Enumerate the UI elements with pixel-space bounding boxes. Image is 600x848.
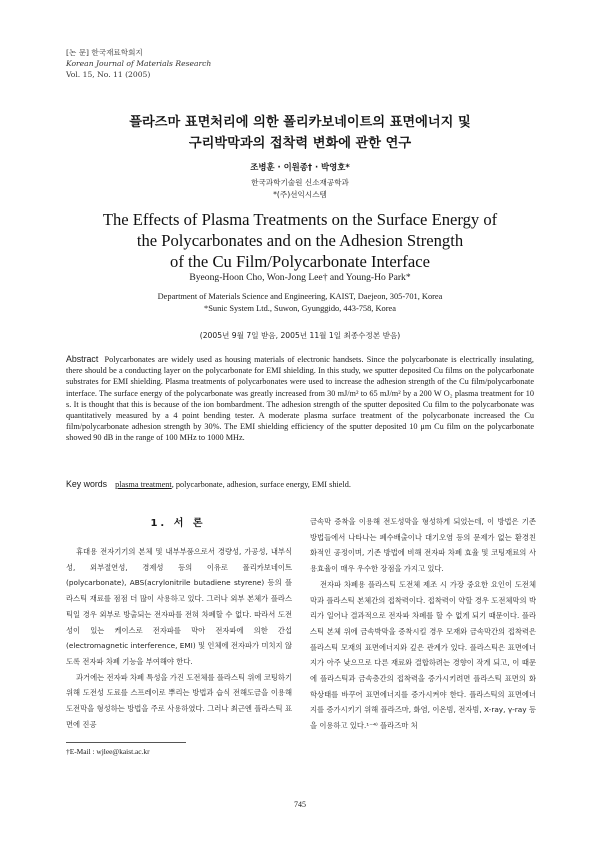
keywords-label: Key words xyxy=(66,479,108,489)
korean-affiliations xyxy=(0,177,600,201)
korean-affiliation-1: 한국과학기술원 신소재공학과 xyxy=(251,178,349,187)
page-number: 745 xyxy=(294,800,306,809)
footnote-divider xyxy=(66,742,186,743)
keywords xyxy=(66,479,534,489)
english-title-line-3: of the Cu Film/Polycarbonate Interface xyxy=(170,252,430,271)
received-date: (2005년 9월 7일 받음, 2005년 11월 1일 최종수정본 받음) xyxy=(199,331,401,340)
abstract-text: Polycarbonates are widely used as housing materials of electronic handsets. Since the polycarbonate is electrically insulating, there should be a conducting layer on the polycarbonate for EMI shielding. In this study, we sputter deposited Cu films on the polycarbonate substrates for EMI shielding. Plasma treatments of polycarbonates were used to increase the adhesion strength of the Cu film/polycarbonate interface. The surface energy of the polycarbonate was greatly increased from 30 mJ/m² to 65 mJ/m² by a 200 W O₂ plasma treatment for 10 s. It is thought that this is because of the ion bombardment. The adhesion strength of the sputter deposited Cu film to the polycarbonate was quantitatively measured by a 4 point bending tester. A moderate plasma surface treatment of the polycarbonate increased the Cu film/polycarbonate adhesion strength by 30%. The EMI shielding efficiency of the sputter deposited 10 μm Cu film on the polycarbonate showed 90 dB in the range of 100 MHz to 1000 MHz. xyxy=(66,355,534,443)
abstract xyxy=(66,354,534,444)
footnote-email: †E-Mail : wjlee@kaist.ac.kr xyxy=(66,747,150,756)
paragraph: 금속막 증착을 이용해 전도성막을 형성하게 되었는데, 이 방법은 기존 방법들에서 나타나는 폐수배출이나 대기오염 등의 문제가 없는 환경친화적인 공정이며, 기존 방법에 비해 전자파 차폐 효율 및 코팅재료의 사용효율이 매우 우수한 장점을 가지고 있다. xyxy=(310,517,536,574)
english-title xyxy=(40,209,560,272)
journal-volume: Vol. 15, No. 11 (2005) xyxy=(66,70,151,79)
section-title-introduction: 1. 서 론 xyxy=(150,518,206,529)
journal-korean-name: [논 문] 한국재료학회지 xyxy=(66,48,143,57)
left-column xyxy=(66,544,292,732)
korean-authors: 조병훈 · 이원종† · 박영호* xyxy=(250,162,350,172)
paragraph: 전자파 차폐용 플라스틱 도전체 제조 시 가장 중요한 요인이 도전체막과 플라스틱 본체간의 접착력이다. 접착력이 약할 경우 도전체막의 박리가 일어나 결과적으로 전자파 차폐를 할 수 없게 되기 때문이다. 플라스틱 본체 위에 금속박막을 증착시킬 경우 모재와 금속막간의 접착력은 플라스틱 모재의 표면에너지와 깊은 관계가 있다. 플라스틱은 표면에너지가 아주 낮으므로 다른 재료와 결합하려는 경향이 작게 되고, 이 때문에 플라스틱과 금속층간의 접착력을 증가시키려면 플라스틱 표면의 화학상태를 바꾸어 표면에너지를 증가시켜야 한다. 플라스틱의 표면에너지를 증가시키기 위해 플라즈마, 화염, 이온빔, 전자빔, X-ray, γ-ray 등을 이용하고 있다.¹⁻⁴⁾ 플라즈마 처 xyxy=(310,579,536,731)
english-title-line-1: The Effects of Plasma Treatments on the Surface Energy of xyxy=(102,210,498,229)
english-affiliations xyxy=(0,291,600,315)
journal-english-name: Korean Journal of Materials Research xyxy=(66,59,212,68)
english-authors: Byeong-Hoon Cho, Won-Jong Lee† and Young-Ho Park* xyxy=(189,272,411,283)
korean-title-line-1: 플라즈마 표면처리에 의한 폴리카보네이트의 표면에너지 및 xyxy=(129,115,471,130)
right-column xyxy=(310,514,536,734)
abstract-label: Abstract xyxy=(66,354,99,364)
keywords-rest: , polycarbonate, adhesion, surface energy, EMI shield. xyxy=(171,480,351,489)
journal-header xyxy=(66,47,211,80)
korean-title xyxy=(60,112,540,154)
paragraph: 과거에는 전자파 차폐 특성을 가진 도전체를 플라스틱 위에 코팅하기 위해 도전성 도료를 스프레이로 뿌리는 방법과 습식 전해도금을 이용해 도전막을 형성하는 방법을 주로 사용하였다. 그러나 최근엔 플라스틱 표면에 진공 xyxy=(66,672,292,729)
paragraph: 휴대용 전자기기의 본체 및 내부부품으로서 경량성, 가공성, 내부식성, 외부절연성, 경제성 등의 이유로 폴리카보네이트 (polycarbonate), ABS(acrylonitrile butadiene styrene) 등의 플라스틱 재료를 점점 더 많이 사용하고 있다. 그러나 외부 본체가 플라스틱일 경우 외부로 방출되는 전자파를 전혀 차폐할 수 없다. 따라서 도전성이 있는 케이스로 전자파를 막아 전자파에 의한 간섭 (electromagnetic interference, EMI) 및 인체에 전자파가 미치지 않도록 전자파 차폐 기능을 부여해야 한다. xyxy=(66,547,292,666)
korean-title-line-2: 구리박막과의 접착력 변화에 관한 연구 xyxy=(188,136,412,151)
english-affiliation-2: *Sunic System Ltd., Suwon, Gyunggido, 443-758, Korea xyxy=(204,304,396,313)
keyword-first: plasma treatment xyxy=(115,480,172,489)
english-title-line-2: the Polycarbonates and on the Adhesion Strength xyxy=(136,231,464,250)
korean-affiliation-2: *(주)선익시스템 xyxy=(273,190,327,199)
english-affiliation-1: Department of Materials Science and Engineering, KAIST, Daejeon, 305-701, Korea xyxy=(157,292,443,301)
